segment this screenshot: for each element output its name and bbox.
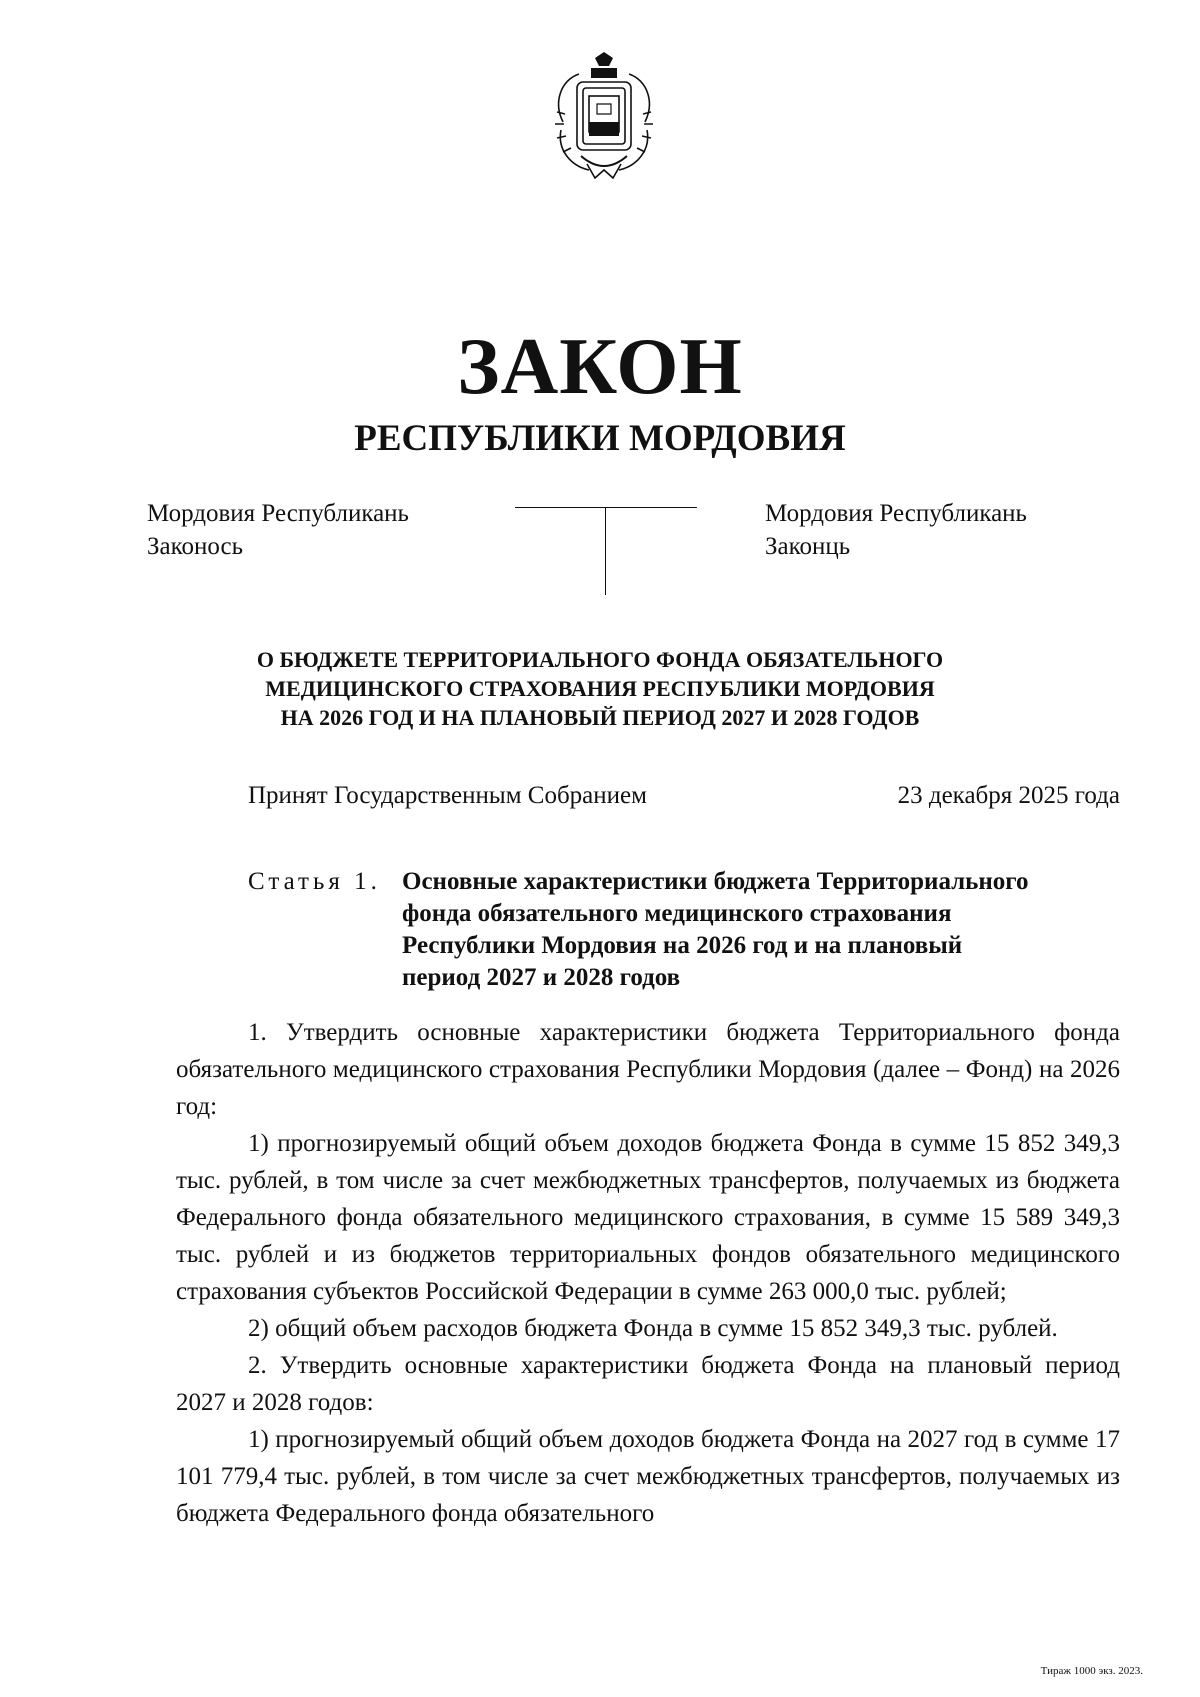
document-heading-line: О БЮДЖЕТЕ ТЕРРИТОРИАЛЬНОГО ФОНДА ОБЯЗАТЕЛЬНОГО xyxy=(256,647,944,672)
paragraph: 1) прогнозируемый общий объем доходов бюджета Фонда на 2027 год в сумме 17 101 779,4 тыс. рублей, в том числе за счет межбюджетных трансфертов, получаемых из бюджета Федерального фонда обязательного xyxy=(176,1426,1120,1527)
article-title-line: период 2027 и 2028 годов xyxy=(402,964,681,991)
article-body xyxy=(176,1014,1120,1532)
law-subtitle: РЕСПУБЛИКИ МОРДОВИЯ xyxy=(354,418,846,459)
erzya-name-line2: Законць xyxy=(765,533,851,560)
header-divider-vertical xyxy=(605,507,606,595)
circulation-note: Тираж 1000 экз. 2023. xyxy=(1040,1665,1143,1677)
adopted-date: 23 декабря 2025 года xyxy=(897,782,1120,809)
paragraph: 2. Утвердить основные характеристики бюджета Фонда на плановый период 2027 и 2028 годов: xyxy=(176,1352,1120,1416)
erzya-name-line1: Мордовия Республикань xyxy=(765,500,1027,527)
adopted-by: Принят Государственным Собранием xyxy=(248,782,647,809)
paragraph: 1) прогнозируемый общий объем доходов бюджета Фонда в сумме 15 852 349,3 тыс. рублей, в том числе за счет межбюджетных трансфертов, получаемых из бюджета Федерального фонда обязательного медицинского страхования, в сумме 15 589 349,3 тыс. рублей и из бюджетов территориальных фондов обязательного медицинского страхования субъектов Российской Федерации в сумме 263 000,0 тыс. рублей; xyxy=(176,1130,1120,1305)
moksha-name-line1: Мордовия Республикань xyxy=(147,500,409,527)
article-label: Статья 1. xyxy=(248,868,381,895)
paragraph: 1. Утвердить основные характеристики бюджета Территориального фонда обязательного медицинского страхования Республики Мордовия (далее – Фонд) на 2026 год: xyxy=(176,1019,1120,1120)
article-title xyxy=(402,866,1132,994)
article-title-line: фонда обязательного медицинского страхования xyxy=(402,900,952,927)
moksha-name xyxy=(147,497,409,563)
article-title-line: Республики Мордовия на 2026 год и на плановый xyxy=(402,932,963,959)
article-title-line: Основные характеристики бюджета Территориального xyxy=(402,868,1029,895)
document-heading-line: НА 2026 ГОД И НА ПЛАНОВЫЙ ПЕРИОД 2027 И 2028 ГОДОВ xyxy=(280,705,920,730)
paragraph: 2) общий объем расходов бюджета Фонда в сумме 15 852 349,3 тыс. рублей. xyxy=(248,1315,1058,1342)
header-divider-horizontal xyxy=(515,507,697,508)
moksha-name-line2: Законось xyxy=(147,533,243,560)
document-heading-line: МЕДИЦИНСКОГО СТРАХОВАНИЯ РЕСПУБЛИКИ МОРДОВИЯ xyxy=(265,676,935,701)
law-title: ЗАКОН xyxy=(457,323,743,411)
erzya-name xyxy=(765,497,1027,563)
document-heading xyxy=(150,645,1050,732)
coat-of-arms-icon xyxy=(543,52,665,184)
